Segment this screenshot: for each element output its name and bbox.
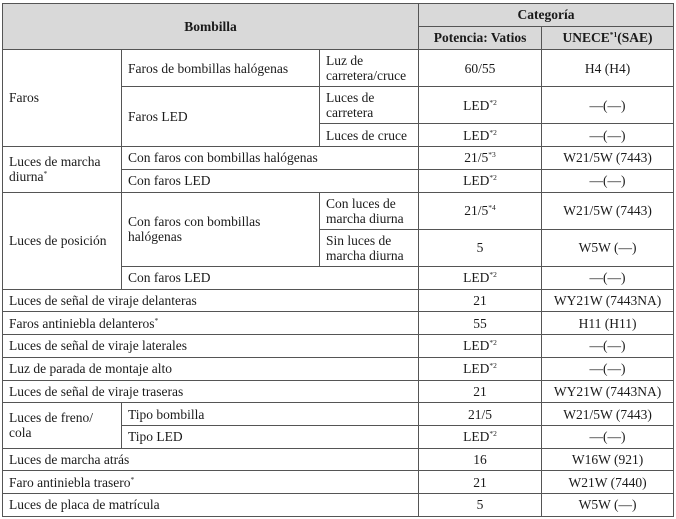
table-row: [3, 448, 674, 471]
footnote-marker: *2: [489, 270, 497, 280]
table-row: [3, 289, 674, 312]
power-value: 21/5: [464, 203, 489, 219]
power-cell: [419, 425, 542, 448]
power-value: 21/5: [464, 150, 489, 166]
bulb-group-cell: Luces de señal de viraje delanteras: [3, 289, 419, 312]
footnote-marker: *2: [489, 338, 497, 348]
power-value: LED: [463, 361, 490, 377]
bulb-subtype-cell: Con faros con bombillas halógenas: [122, 147, 419, 170]
power-cell: [419, 169, 542, 192]
bulb-group-cell: Luces de placa de matrícula: [3, 494, 419, 517]
table-row: [3, 335, 674, 358]
bulb-group-cell: Luces de posición: [3, 192, 122, 289]
footnote-marker: *1: [609, 30, 618, 40]
bulb-detail-cell: Sin luces de marcha diurna: [320, 229, 419, 266]
power-value: LED: [463, 270, 490, 286]
unece-cell: H4 (H4): [542, 50, 674, 87]
bulb-column-header: Bombilla: [3, 4, 419, 50]
power-value: LED: [463, 173, 490, 189]
category-column-header: Categoría: [419, 4, 674, 27]
footnote-marker: *3: [488, 150, 496, 160]
bulb-group-cell: [3, 147, 122, 192]
bulb-subtype-cell: Con faros LED: [122, 169, 419, 192]
power-cell: 16: [419, 448, 542, 471]
power-cell: 21: [419, 289, 542, 312]
unece-column-header: [542, 27, 674, 50]
table-row: [3, 494, 674, 517]
power-cell: 60/55: [419, 50, 542, 87]
bulb-group-cell: Luces de freno/ cola: [3, 403, 122, 448]
table-row: [3, 357, 674, 380]
power-cell: 21/5: [419, 403, 542, 426]
unece-cell: W21/5W (7443): [542, 403, 674, 426]
unece-cell: —(—): [542, 169, 674, 192]
bulb-specification-table: [2, 3, 674, 517]
power-cell: 5: [419, 229, 542, 266]
bulb-detail-cell: Luces de carretera: [320, 87, 419, 124]
unece-cell: W5W (—): [542, 229, 674, 266]
bulb-group-cell: [3, 471, 419, 494]
table-row: [3, 312, 674, 335]
unece-cell: H11 (H11): [542, 312, 674, 335]
unece-cell: W21/5W (7443): [542, 147, 674, 170]
power-value: LED: [463, 338, 490, 354]
bulb-group-cell: Luz de parada de montaje alto: [3, 357, 419, 380]
power-cell: [419, 147, 542, 170]
power-value: LED: [463, 97, 490, 113]
power-column-header: Potencia: Vatios: [419, 27, 542, 50]
bulb-group-cell: Luces de señal de viraje laterales: [3, 335, 419, 358]
unece-cell: —(—): [542, 357, 674, 380]
footnote-marker: *2: [489, 361, 497, 371]
unece-cell: W21/5W (7443): [542, 192, 674, 229]
unece-cell: —(—): [542, 425, 674, 448]
bulb-group-cell: Faros: [3, 50, 122, 147]
power-cell: 55: [419, 312, 542, 335]
bulb-group-label: Faro antiniebla trasero: [9, 474, 131, 490]
power-cell: [419, 124, 542, 147]
table-row: [3, 192, 674, 229]
bulb-group-cell: [3, 312, 419, 335]
unece-cell: WY21W (7443NA): [542, 289, 674, 312]
table-row: [3, 50, 674, 87]
power-cell: [419, 357, 542, 380]
bulb-group-cell: Luces de marcha atrás: [3, 448, 419, 471]
table-row: [3, 147, 674, 170]
bulb-group-cell: Luces de señal de viraje traseras: [3, 380, 419, 403]
footnote-marker: *: [130, 474, 135, 484]
power-cell: 21: [419, 380, 542, 403]
power-value: LED: [463, 429, 490, 445]
footnote-marker: *2: [489, 127, 497, 137]
unece-cell: —(—): [542, 335, 674, 358]
power-cell: [419, 87, 542, 124]
sae-label: (SAE): [617, 30, 653, 46]
bulb-detail-cell: Con luces de marcha diurna: [320, 192, 419, 229]
power-cell: 5: [419, 494, 542, 517]
unece-cell: —(—): [542, 124, 674, 147]
unece-cell: W21W (7440): [542, 471, 674, 494]
power-cell: [419, 335, 542, 358]
bulb-subtype-cell: Con faros LED: [122, 266, 419, 289]
unece-label: UNECE: [562, 30, 610, 46]
unece-cell: —(—): [542, 87, 674, 124]
bulb-detail-cell: Luz de carretera/cruce: [320, 50, 419, 87]
footnote-marker: *2: [489, 97, 497, 107]
power-cell: 21: [419, 471, 542, 494]
footnote-marker: *: [43, 169, 48, 179]
unece-cell: WY21W (7443NA): [542, 380, 674, 403]
table-row: [3, 403, 674, 426]
footnote-marker: *: [154, 315, 159, 325]
unece-cell: W16W (921): [542, 448, 674, 471]
bulb-group-label: Luces de marcha diurna: [9, 154, 101, 185]
power-value: LED: [463, 127, 490, 143]
footnote-marker: *2: [489, 173, 497, 183]
bulb-subtype-cell: Con faros con bombillas halógenas: [122, 192, 320, 266]
bulb-subtype-cell: Faros de bombillas halógenas: [122, 50, 320, 87]
bulb-subtype-cell: Tipo bombilla: [122, 403, 419, 426]
bulb-group-label: Faros antiniebla delanteros: [9, 315, 155, 331]
power-cell: [419, 192, 542, 229]
unece-cell: —(—): [542, 266, 674, 289]
bulb-detail-cell: Luces de cruce: [320, 124, 419, 147]
bulb-subtype-cell: Faros LED: [122, 87, 320, 147]
power-cell: [419, 266, 542, 289]
footnote-marker: *4: [488, 203, 496, 213]
table-row: [3, 471, 674, 494]
bulb-subtype-cell: Tipo LED: [122, 425, 419, 448]
unece-cell: W5W (—): [542, 494, 674, 517]
footnote-marker: *2: [489, 429, 497, 439]
table-row: [3, 380, 674, 403]
